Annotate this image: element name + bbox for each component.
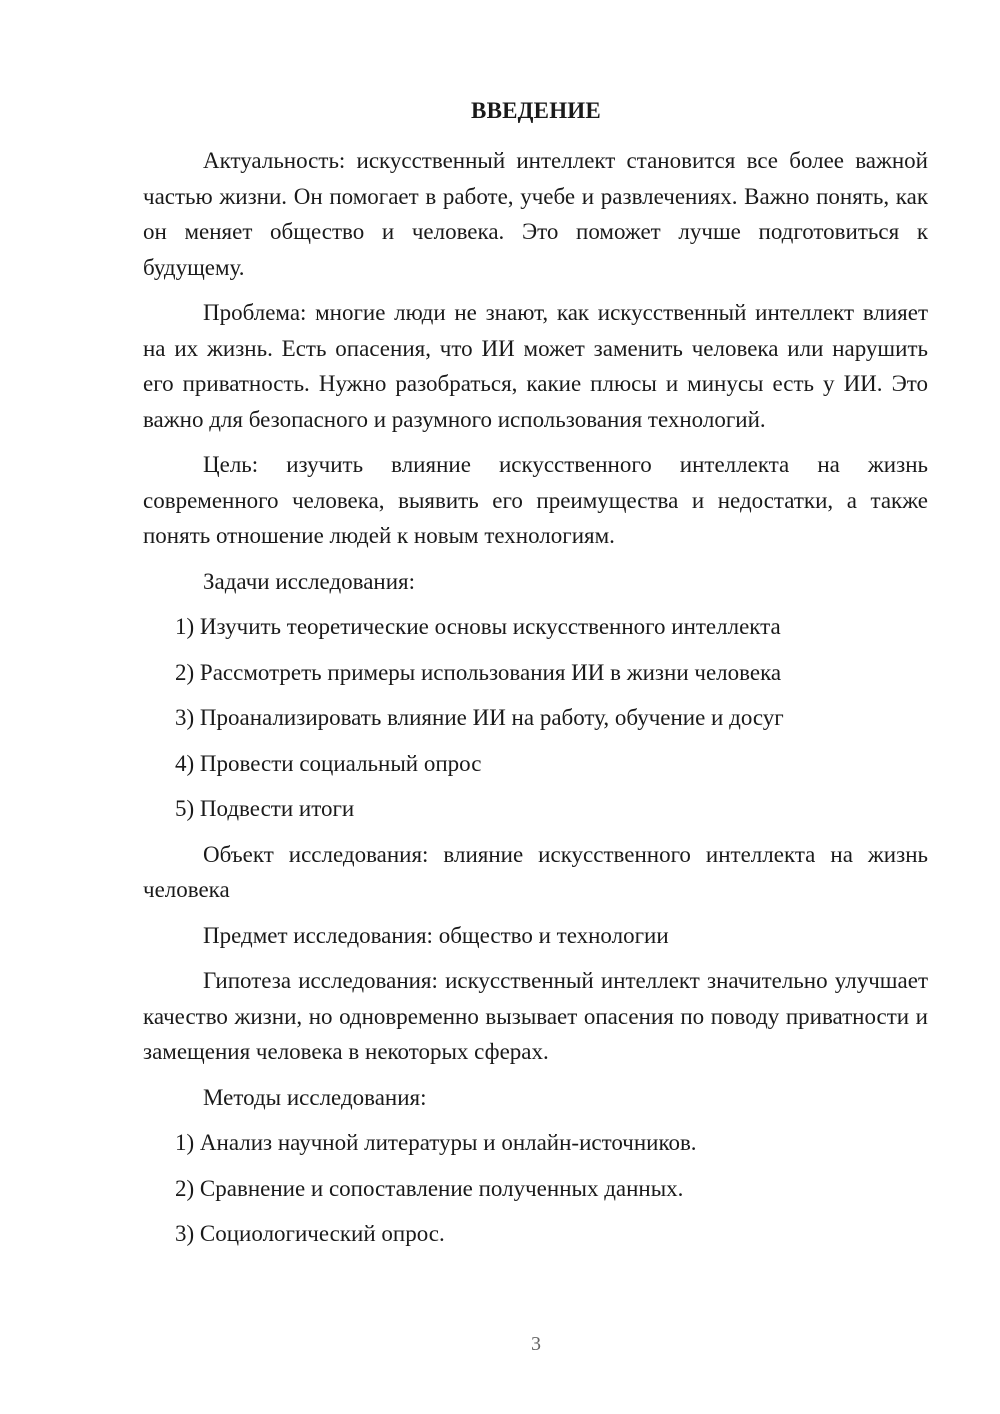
methods-heading: Методы исследования: <box>203 1084 427 1110</box>
list-item: 3) Социологический опрос. <box>175 1221 445 1246</box>
list-item: 1) Изучить теоретические основы искусственного интеллекта <box>175 614 781 639</box>
tasks-heading: Задачи исследования: <box>203 568 416 594</box>
paragraph-hypothesis: Гипотеза исследования: искусственный интеллект значительно улучшает качество жизни, но одновременно вызывает опасения по поводу приватности и замещения человека в некоторых сферах. <box>143 968 928 1064</box>
list-item: 4) Провести социальный опрос <box>175 750 482 776</box>
page-number: 3 <box>531 1333 541 1355</box>
paragraph-subject: Предмет исследования: общество и технологии <box>203 922 669 948</box>
paragraph-goal: Цель: изучить влияние искусственного интеллекта на жизнь современного человека, выявить его преимущества и недостатки, а также понять отношение людей к новым технологиям. <box>143 452 928 548</box>
paragraph-problem: Проблема: многие люди не знают, как искусственный интеллект влияет на их жизнь. Есть опасения, что ИИ может заменить человека или нарушить его приватность. Нужно разобраться, какие плюсы и минусы есть у ИИ. Это важно для безопасного и разумного использования технологий. <box>143 300 928 432</box>
page-title: ВВЕДЕНИЕ <box>471 98 601 123</box>
list-item: 3) Проанализировать влияние ИИ на работу, обучение и досуг <box>175 705 784 730</box>
list-item: 5) Подвести итоги <box>175 796 355 821</box>
list-item: 2) Рассмотреть примеры использования ИИ в жизни человека <box>175 659 782 685</box>
list-item: 1) Анализ научной литературы и онлайн-источников. <box>175 1130 697 1155</box>
tasks-list <box>143 609 928 827</box>
paragraph-object: Объект исследования: влияние искусственного интеллекта на жизнь человека <box>143 841 928 902</box>
methods-list <box>143 1125 928 1252</box>
document-body <box>143 143 928 1262</box>
paragraph-relevance: Актуальность: искусственный интеллект становится все более важной частью жизни. Он помогает в работе, учебе и развлечениях. Важно понять, как он меняет общество и человека. Это поможет лучше подготовиться к будущему. <box>143 148 928 280</box>
list-item: 2) Сравнение и сопоставление полученных данных. <box>175 1175 684 1201</box>
